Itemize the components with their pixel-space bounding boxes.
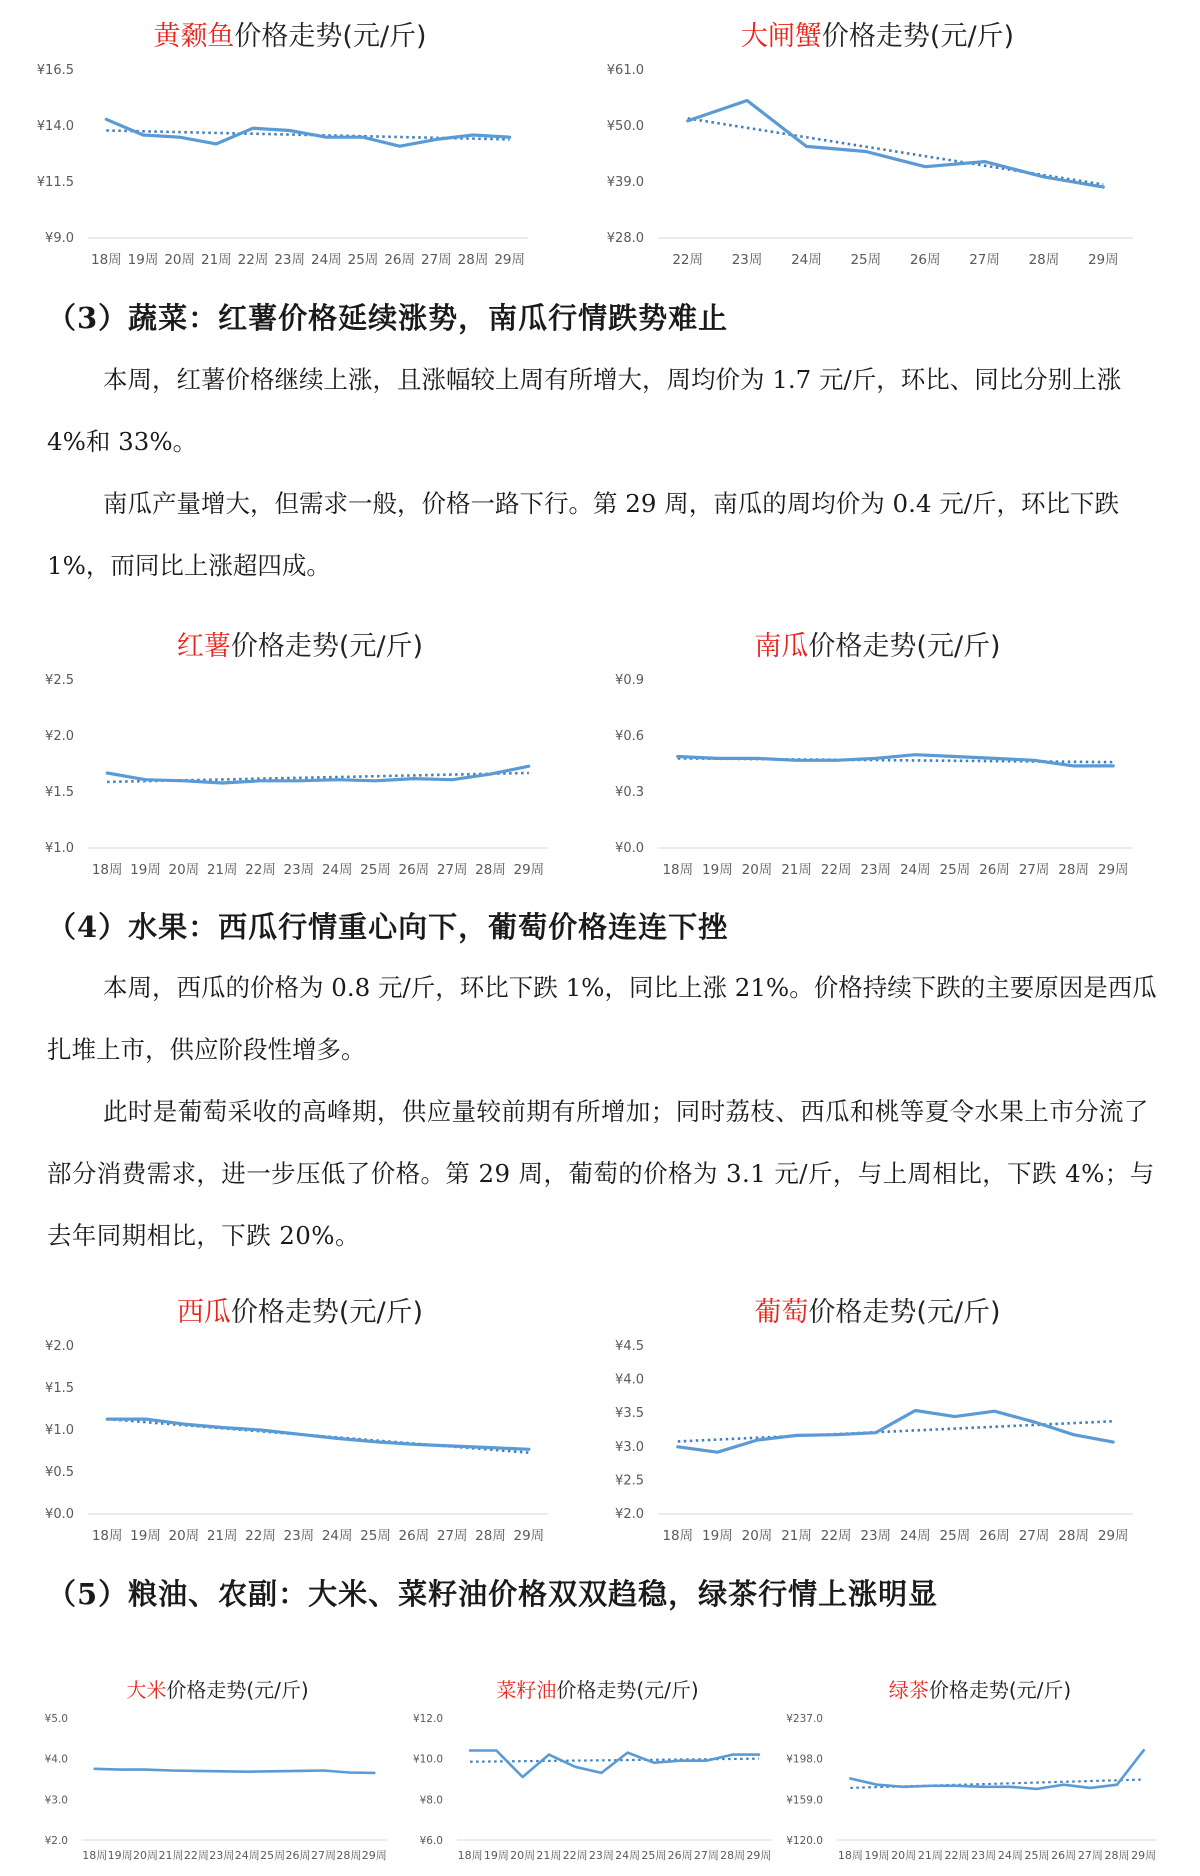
x-tick-label: 26周: [285, 1849, 311, 1862]
y-tick-label: ¥39.0: [606, 175, 644, 190]
x-tick-label: 26周: [398, 862, 430, 878]
x-tick-label: 22周: [820, 1528, 852, 1544]
data-point: [528, 765, 530, 767]
y-tick-label: ¥0.0: [615, 841, 644, 856]
x-tick-label: 20周: [168, 1528, 200, 1544]
data-point: [528, 1448, 530, 1450]
x-tick-label: 25周: [1024, 1849, 1050, 1862]
data-point: [183, 780, 185, 782]
data-point: [362, 136, 364, 138]
x-tick-label: 25周: [939, 862, 971, 878]
x-tick-label: 29周: [361, 1849, 387, 1862]
data-point: [94, 1768, 96, 1770]
x-tick-label: 26周: [909, 252, 941, 268]
data-point: [271, 1770, 273, 1772]
x-tick-label: 29周: [513, 1528, 545, 1544]
y-tick-label: ¥237.0: [786, 1713, 823, 1725]
x-tick-label: 18周: [91, 1528, 123, 1544]
y-tick-label: ¥1.0: [45, 1423, 74, 1438]
data-point: [795, 759, 797, 761]
section-heading-vegetables: （3）蔬菜：红薯价格延续涨势，南瓜行情跌势难止: [47, 301, 729, 335]
chart-title-rest: 价格走势(元/斤): [230, 631, 424, 662]
chart-title-highlight: 葡萄: [754, 1297, 809, 1328]
data-point: [469, 1749, 471, 1751]
data-point: [805, 145, 807, 147]
chart-title-highlight: 南瓜: [754, 631, 809, 662]
x-tick-label: 25周: [641, 1849, 667, 1862]
x-tick-label: 23周: [274, 252, 306, 268]
x-tick-label: 18周: [662, 1528, 694, 1544]
x-tick-label: 23周: [283, 1528, 315, 1544]
x-tick-label: 29周: [1097, 1528, 1129, 1544]
section-heading-fruit: （4）水果：西瓜行情重心向下，葡萄价格连连下挫: [47, 910, 729, 944]
x-tick-label: 28周: [475, 1528, 506, 1544]
data-point: [252, 127, 254, 129]
chart-title-rest: 价格走势(元/斤): [808, 1297, 1001, 1328]
data-point: [1112, 1441, 1114, 1443]
data-point: [413, 777, 415, 779]
y-tick-label: ¥28.0: [606, 231, 644, 246]
x-tick-label: 25周: [850, 252, 882, 268]
x-tick-label: 23周: [731, 252, 763, 268]
x-tick-label: 21周: [781, 862, 812, 878]
data-point: [1116, 1784, 1118, 1786]
x-tick-label: 29周: [494, 252, 526, 268]
data-point: [731, 1753, 733, 1755]
x-tick-label: 28周: [720, 1849, 746, 1862]
data-point: [653, 1762, 655, 1764]
paragraph-hongshu: 本周，红薯价格继续上涨，且涨幅较上周有所增大，周均价为 1.7 元/斤，环比、同比分别上涨 4%和 33%。: [47, 365, 1122, 456]
data-point: [954, 755, 956, 757]
data-point: [954, 1415, 956, 1417]
paragraph-xigua: 本周，西瓜的价格为 0.8 元/斤，环比下跌 1%，同比上涨 21%。价格持续下跌的主要原因是西瓜扎堆上市，供应阶段性增多。: [47, 973, 1157, 1064]
data-point: [297, 1770, 299, 1772]
x-tick-label: 21周: [200, 252, 232, 268]
data-point: [993, 757, 995, 759]
data-point: [849, 1777, 851, 1779]
data-point: [106, 772, 108, 774]
y-tick-label: ¥1.5: [45, 785, 74, 800]
data-point: [451, 1445, 453, 1447]
y-tick-label: ¥2.0: [615, 1507, 644, 1522]
x-tick-label: 24周: [997, 1849, 1023, 1862]
series-line: [95, 1769, 375, 1773]
data-point: [705, 1760, 707, 1762]
data-point: [756, 1439, 758, 1441]
data-point: [259, 1429, 261, 1431]
data-point: [322, 1769, 324, 1771]
x-tick-label: 24周: [615, 1849, 641, 1862]
chart-title-highlight: 大米: [126, 1678, 167, 1702]
data-point: [758, 1753, 760, 1755]
data-point: [119, 1768, 121, 1770]
x-tick-label: 18周: [662, 862, 694, 878]
y-tick-label: ¥0.0: [45, 1507, 74, 1522]
data-point: [373, 1772, 375, 1774]
y-tick-label: ¥4.5: [615, 1339, 644, 1354]
chart-title: [40, 1674, 395, 1703]
x-tick-label: 22周: [245, 1528, 276, 1544]
x-tick-label: 24周: [234, 1849, 260, 1862]
x-tick-label: 28周: [475, 862, 506, 878]
y-tick-label: ¥2.0: [44, 1835, 68, 1847]
x-tick-label: 21周: [536, 1849, 562, 1862]
data-point: [348, 1771, 350, 1773]
y-tick-label: ¥2.0: [45, 1339, 74, 1354]
data-point: [1043, 176, 1045, 178]
x-tick-label: 24周: [791, 252, 822, 268]
chart-title-highlight: 黄颡鱼: [153, 21, 235, 52]
data-point: [1112, 765, 1114, 767]
x-tick-label: 20周: [891, 1849, 917, 1862]
x-tick-label: 28周: [1058, 862, 1089, 878]
data-point: [472, 134, 474, 136]
chart-title-rest: 价格走势(元/斤): [166, 1678, 309, 1702]
y-tick-label: ¥1.5: [45, 1381, 74, 1396]
x-tick-label: 19周: [702, 862, 733, 878]
x-tick-label: 26周: [1051, 1849, 1077, 1862]
chart-hongshu: [40, 618, 560, 888]
data-point: [756, 757, 758, 759]
data-point: [521, 1776, 523, 1778]
chart-title-rest: 价格走势(元/斤): [821, 21, 1015, 52]
data-point: [924, 166, 926, 168]
x-tick-label: 27周: [1018, 1528, 1050, 1544]
x-tick-label: 23周: [860, 1528, 892, 1544]
data-point: [1033, 759, 1035, 761]
x-tick-label: 19周: [127, 252, 159, 268]
data-point: [875, 1431, 877, 1433]
x-tick-label: 26周: [979, 862, 1010, 878]
y-tick-label: ¥8.0: [419, 1794, 443, 1807]
data-point: [746, 99, 748, 101]
data-point: [221, 782, 223, 784]
data-point: [1062, 1784, 1064, 1786]
x-tick-label: 19周: [130, 862, 161, 878]
data-point: [677, 1446, 679, 1448]
x-tick-label: 26周: [398, 1528, 430, 1544]
y-tick-label: ¥12.0: [412, 1713, 443, 1725]
data-point: [144, 1768, 146, 1770]
data-point: [929, 1785, 931, 1787]
x-tick-label: 27周: [1077, 1849, 1103, 1862]
y-tick-label: ¥2.0: [45, 729, 74, 744]
y-tick-label: ¥4.0: [615, 1372, 644, 1388]
x-tick-label: 19周: [864, 1849, 890, 1862]
y-tick-label: ¥198.0: [786, 1753, 823, 1766]
series-line: [688, 101, 1104, 188]
y-tick-label: ¥3.5: [615, 1406, 644, 1422]
data-point: [106, 1418, 108, 1420]
data-point: [716, 757, 718, 759]
x-tick-label: 22周: [562, 1849, 588, 1862]
y-tick-label: ¥3.0: [44, 1794, 68, 1807]
data-point: [875, 757, 877, 759]
data-point: [495, 1749, 497, 1751]
chart-title-highlight: 西瓜: [176, 1297, 231, 1328]
data-point: [1009, 1786, 1011, 1788]
data-point: [983, 160, 985, 162]
data-point: [1072, 1434, 1074, 1436]
data-point: [679, 1760, 681, 1762]
chart-title: [415, 1674, 780, 1703]
chart-caiziyou: [412, 1646, 780, 1868]
x-tick-label: 20周: [741, 1528, 773, 1544]
data-point: [548, 1753, 550, 1755]
x-tick-label: 22周: [820, 862, 852, 878]
x-tick-label: 26周: [979, 1528, 1010, 1544]
chart-title: [610, 624, 1145, 663]
y-tick-label: ¥6.0: [419, 1835, 443, 1847]
data-point: [626, 1751, 628, 1753]
data-point: [288, 129, 290, 131]
x-tick-label: 21周: [206, 862, 238, 878]
data-point: [246, 1770, 248, 1772]
x-tick-label: 21周: [781, 1528, 812, 1544]
data-point: [600, 1772, 602, 1774]
x-tick-label: 24周: [899, 1528, 931, 1544]
x-tick-label: 24周: [321, 862, 353, 878]
x-tick-label: 27周: [969, 252, 1000, 268]
data-point: [142, 134, 144, 136]
x-tick-label: 19周: [702, 1528, 733, 1544]
data-point: [1072, 765, 1074, 767]
x-tick-label: 26周: [667, 1849, 693, 1862]
x-tick-label: 18周: [457, 1849, 483, 1862]
x-tick-label: 24周: [310, 252, 342, 268]
y-tick-label: ¥0.5: [45, 1465, 74, 1480]
data-point: [374, 780, 376, 782]
x-tick-label: 28周: [1104, 1849, 1130, 1862]
x-tick-label: 21周: [206, 1528, 238, 1544]
data-point: [1102, 186, 1104, 188]
y-tick-label: ¥1.0: [45, 841, 74, 856]
series-line: [470, 1751, 759, 1778]
data-point: [1142, 1749, 1144, 1751]
trendline: [678, 1421, 1113, 1441]
chart-title-rest: 价格走势(元/斤): [234, 21, 427, 52]
data-point: [489, 1446, 491, 1448]
x-tick-label: 22周: [183, 1849, 209, 1862]
x-tick-label: 26周: [384, 252, 416, 268]
data-point: [914, 1409, 916, 1411]
data-point: [336, 778, 338, 780]
x-tick-label: 24周: [321, 1528, 353, 1544]
x-tick-label: 29周: [746, 1849, 772, 1862]
section-heading-grain-oil: （5）粮油、农副：大米、菜籽油价格双双趋稳，绿茶行情上涨明显: [47, 1577, 939, 1611]
chart-title: [610, 14, 1145, 53]
data-point: [178, 136, 180, 138]
x-tick-label: 18周: [82, 1849, 108, 1862]
data-point: [435, 138, 437, 140]
x-tick-label: 25周: [939, 1528, 971, 1544]
x-tick-label: 20周: [164, 252, 196, 268]
x-tick-label: 22周: [237, 252, 269, 268]
x-tick-label: 22周: [672, 252, 704, 268]
paragraph-nangua: 南瓜产量增大，但需求一般，价格一路下行。第 29 周，南瓜的周均价为 0.4 元/斤，环比下跌 1%，而同比上涨超四成。: [47, 489, 1120, 580]
data-point: [195, 1770, 197, 1772]
data-point: [325, 136, 327, 138]
x-tick-label: 23周: [588, 1849, 614, 1862]
x-tick-label: 20周: [510, 1849, 536, 1862]
data-point: [183, 1423, 185, 1425]
x-tick-label: 19周: [130, 1528, 161, 1544]
x-tick-label: 29周: [513, 862, 545, 878]
x-tick-label: 28周: [1028, 252, 1060, 268]
y-tick-label: ¥3.0: [615, 1439, 644, 1455]
x-tick-label: 20周: [168, 862, 200, 878]
data-point: [716, 1451, 718, 1453]
x-tick-label: 21周: [158, 1849, 184, 1862]
data-point: [1036, 1788, 1038, 1790]
data-point: [144, 778, 146, 780]
x-tick-label: 19周: [107, 1849, 133, 1862]
x-tick-label: 22周: [245, 862, 276, 878]
data-point: [574, 1766, 576, 1768]
chart-title-highlight: 红薯: [176, 631, 231, 662]
x-tick-label: 28周: [457, 252, 489, 268]
data-point: [677, 755, 679, 757]
y-tick-label: ¥9.0: [45, 231, 74, 246]
x-tick-label: 28周: [1058, 1528, 1089, 1544]
x-tick-label: 29周: [1097, 862, 1129, 878]
y-tick-label: ¥14.0: [36, 119, 74, 134]
data-point: [865, 150, 867, 152]
x-tick-label: 20周: [741, 862, 773, 878]
chart-title-highlight: 大闸蟹: [740, 21, 822, 52]
data-point: [686, 120, 688, 122]
x-tick-label: 19周: [483, 1849, 509, 1862]
chart-huangsangyu: [36, 8, 540, 278]
data-point: [298, 780, 300, 782]
x-tick-label: 27周: [1018, 862, 1050, 878]
x-tick-label: 23周: [209, 1849, 235, 1862]
y-tick-label: ¥0.6: [615, 729, 644, 744]
y-tick-label: ¥10.0: [412, 1753, 443, 1766]
chart-title: [40, 1290, 560, 1329]
data-point: [914, 753, 916, 755]
chart-putao: [610, 1284, 1145, 1554]
data-point: [144, 1418, 146, 1420]
data-point: [413, 1443, 415, 1445]
x-tick-label: 28周: [336, 1849, 362, 1862]
x-tick-label: 22周: [944, 1849, 970, 1862]
chart-lucha: [786, 1646, 1165, 1868]
chart-title: [40, 14, 540, 53]
data-point: [993, 1410, 995, 1412]
data-point: [170, 1769, 172, 1771]
data-point: [105, 118, 107, 120]
data-point: [298, 1433, 300, 1435]
data-point: [508, 136, 510, 138]
x-tick-label: 25周: [360, 862, 391, 878]
x-tick-label: 27周: [436, 1528, 468, 1544]
chart-title: [795, 1674, 1165, 1703]
x-tick-label: 23周: [971, 1849, 997, 1862]
x-tick-label: 25周: [360, 1528, 391, 1544]
x-tick-label: 18周: [837, 1849, 863, 1862]
y-tick-label: ¥2.5: [615, 1473, 644, 1489]
series-line: [850, 1750, 1143, 1789]
x-tick-label: 20周: [133, 1849, 159, 1862]
x-tick-label: 29周: [1131, 1849, 1157, 1862]
data-point: [221, 1770, 223, 1772]
data-point: [336, 1437, 338, 1439]
x-tick-label: 24周: [899, 862, 931, 878]
y-tick-label: ¥0.3: [615, 785, 644, 800]
x-tick-label: 27周: [310, 1849, 336, 1862]
x-tick-label: 27周: [693, 1849, 719, 1862]
y-tick-label: ¥159.0: [786, 1794, 823, 1807]
data-point: [902, 1786, 904, 1788]
data-point: [374, 1441, 376, 1443]
x-tick-label: 21周: [917, 1849, 943, 1862]
x-tick-label: 25周: [260, 1849, 286, 1862]
y-tick-label: ¥120.0: [786, 1835, 823, 1847]
x-tick-label: 25周: [347, 252, 379, 268]
y-tick-label: ¥0.9: [615, 673, 644, 688]
x-tick-label: 23周: [283, 862, 315, 878]
series-line: [107, 766, 529, 783]
chart-title: [610, 1290, 1145, 1329]
chart-dazhaxie: [606, 8, 1145, 278]
chart-title-highlight: 菜籽油: [496, 1678, 557, 1702]
data-point: [221, 1426, 223, 1428]
chart-nangua: [610, 618, 1145, 888]
x-tick-label: 23周: [860, 862, 892, 878]
data-point: [215, 143, 217, 145]
x-tick-label: 18周: [90, 252, 122, 268]
data-point: [876, 1784, 878, 1786]
chart-title-highlight: 绿茶: [888, 1678, 929, 1702]
data-point: [835, 1434, 837, 1436]
chart-xigua: [40, 1284, 560, 1554]
paragraph-putao: 此时是葡萄采收的高峰期，供应量较前期有所增加；同时荔枝、西瓜和桃等夏令水果上市分流了部分消费需求，进一步压低了价格。第 29 周，葡萄的价格为 3.1 元/斤，与上周相比，下跌 4%；与去年同期相比，下跌 20%。: [47, 1097, 1155, 1250]
y-tick-label: ¥61.0: [606, 63, 644, 78]
y-tick-label: ¥5.0: [44, 1713, 68, 1725]
x-tick-label: 18周: [91, 862, 123, 878]
data-point: [795, 1434, 797, 1436]
chart-title-rest: 价格走势(元/斤): [556, 1678, 699, 1702]
chart-title-rest: 价格走势(元/斤): [928, 1678, 1072, 1702]
data-point: [956, 1785, 958, 1787]
x-tick-label: 29周: [1087, 252, 1119, 268]
data-point: [451, 778, 453, 780]
y-tick-label: ¥50.0: [606, 119, 644, 134]
chart-title-rest: 价格走势(元/斤): [230, 1297, 424, 1328]
data-point: [1033, 1421, 1035, 1423]
data-point: [1089, 1787, 1091, 1789]
x-tick-label: 27周: [436, 862, 468, 878]
data-point: [982, 1786, 984, 1788]
data-point: [489, 773, 491, 775]
data-point: [398, 145, 400, 147]
chart-title-rest: 价格走势(元/斤): [808, 631, 1001, 662]
y-tick-label: ¥11.5: [36, 175, 74, 190]
data-point: [259, 780, 261, 782]
chart-dami: [40, 1646, 395, 1868]
series-line: [107, 1419, 529, 1449]
y-tick-label: ¥2.5: [45, 673, 74, 688]
chart-title: [40, 624, 560, 663]
data-point: [835, 759, 837, 761]
y-tick-label: ¥4.0: [44, 1753, 68, 1766]
y-tick-label: ¥16.5: [36, 63, 74, 78]
x-tick-label: 27周: [420, 252, 452, 268]
